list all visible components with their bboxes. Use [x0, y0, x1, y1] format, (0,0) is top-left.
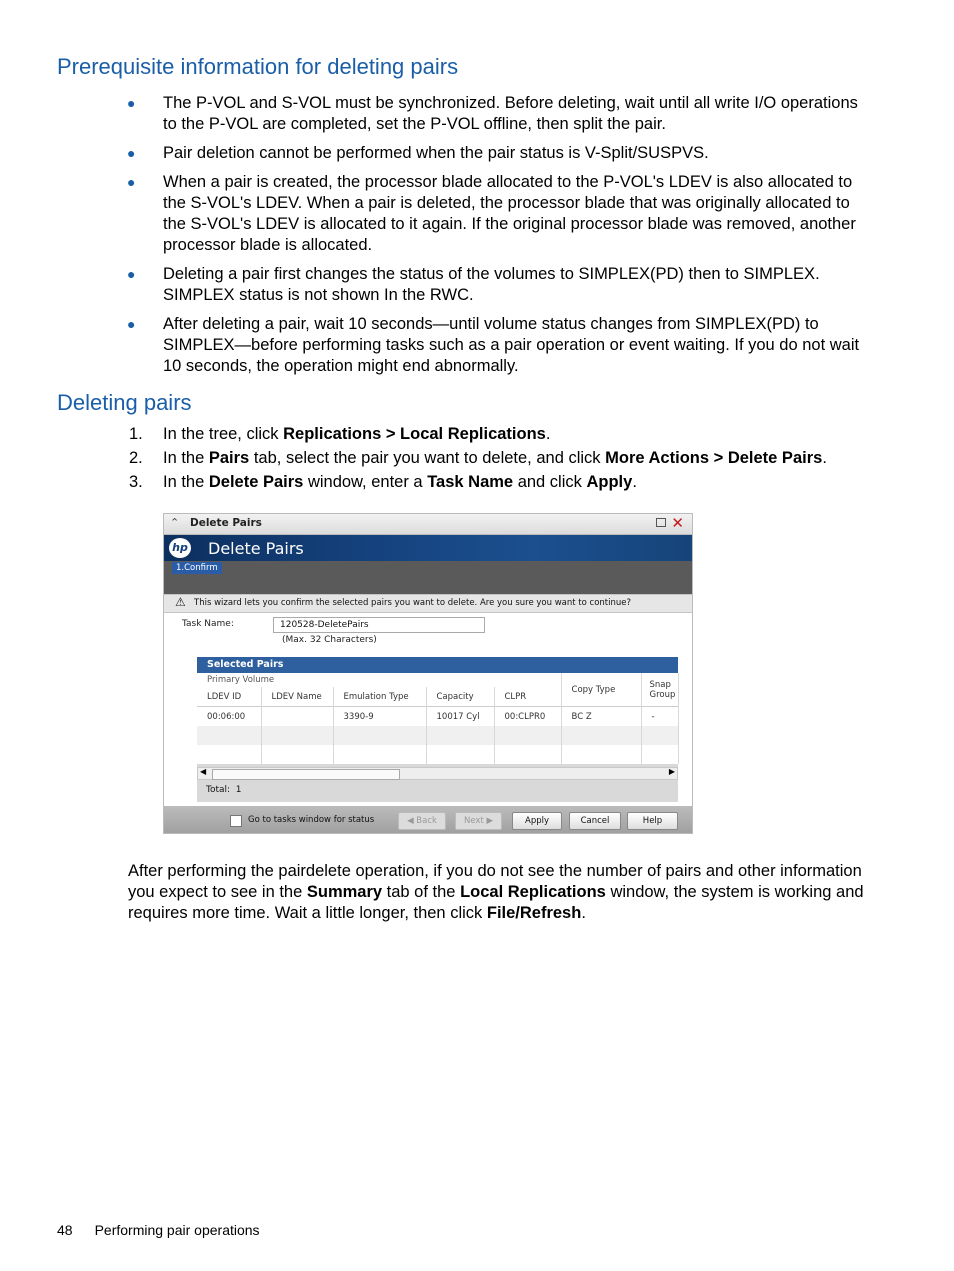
warning-text: This wizard lets you confirm the selected pairs you want to delete. Are you sure you want to continue?: [194, 598, 631, 608]
empty-row: [197, 726, 678, 745]
task-name-label: Task Name:: [182, 619, 234, 629]
procedure-steps: [127, 422, 872, 494]
scroll-right-icon[interactable]: ▶: [668, 767, 675, 776]
hp-logo: hp: [169, 538, 191, 558]
column-header[interactable]: Capacity: [426, 687, 494, 707]
step-1: 1. In the tree, click Replications > Local Replications.: [129, 425, 551, 443]
scroll-thumb[interactable]: [212, 769, 400, 780]
wizard-banner: [164, 535, 692, 561]
go-to-tasks-checkbox[interactable]: [230, 815, 242, 827]
list-item: ● When a pair is created, the processor blade allocated to the P-VOL's LDEV is also allocated to the S-VOL's LDEV. When a pair is deleted, the processor blade that was originally allocated to the S-VOL's LDEV is allocated to it again. If the original processor blade was removed, another processor blade is allocated.: [127, 173, 856, 254]
next-button[interactable]: Next ▶: [455, 812, 502, 830]
task-name-input[interactable]: 120528-DeletePairs: [273, 617, 485, 633]
section-heading-deleting-pairs: Deleting pairs: [57, 390, 192, 415]
list-item: ● Deleting a pair first changes the status of the volumes to SIMPLEX(PD) then to SIMPLEX. SIMPLEX status is not shown In the RWC.: [127, 265, 820, 304]
step-confirm: 1.Confirm: [172, 562, 222, 574]
warning-bar: [164, 594, 692, 613]
column-header[interactable]: Copy Type: [561, 673, 641, 707]
footer-title: Performing pair operations: [94, 1222, 260, 1238]
section-heading-prerequisites: Prerequisite information for deleting pairs: [57, 54, 459, 79]
collapse-icon[interactable]: ⌃: [170, 516, 180, 529]
close-icon[interactable]: ✕: [671, 514, 684, 532]
cancel-button[interactable]: Cancel: [569, 812, 621, 830]
bullet-icon: ●: [127, 174, 136, 190]
wizard-steps: [164, 561, 692, 594]
step-3: 3. In the Delete Pairs window, enter a Task Name and click Apply.: [129, 473, 637, 491]
maximize-icon[interactable]: [656, 518, 666, 527]
table-row[interactable]: 00:06:00 3390-9 10017 Cyl 00:CLPR0 BC Z -: [197, 707, 678, 727]
warning-icon: ⚠: [175, 595, 186, 609]
back-button[interactable]: ◀ Back: [398, 812, 446, 830]
bullet-icon: ●: [127, 266, 136, 282]
go-to-tasks-label: Go to tasks window for status: [248, 815, 375, 825]
apply-button[interactable]: Apply: [512, 812, 562, 830]
window-titlebar: [164, 514, 692, 535]
primary-volume-header: Primary Volume: [197, 673, 561, 687]
bullet-icon: ●: [127, 145, 136, 161]
help-button[interactable]: Help: [627, 812, 678, 830]
step-2: 2. In the Pairs tab, select the pair you want to delete, and click More Actions > Delete Pairs.: [129, 449, 827, 467]
column-header[interactable]: LDEV ID: [197, 687, 261, 707]
prerequisite-list: [127, 93, 872, 385]
column-header[interactable]: Snap Group: [641, 673, 678, 707]
bullet-icon: ●: [127, 316, 136, 332]
closing-paragraph: After performing the pairdelete operation, if you do not see the number of pairs and other information you expect to see in the Summary tab of the Local Replications window, the system is working and requires more time. Wait a little longer, then click File/Refresh.: [128, 862, 864, 922]
page-footer: [57, 1222, 282, 1238]
list-item: ● The P-VOL and S-VOL must be synchronized. Before deleting, wait until all write I/O operations to the P-VOL are completed, set the P-VOL offline, then split the pair.: [127, 94, 858, 133]
scroll-left-icon[interactable]: ◀: [200, 767, 207, 776]
window-title: Delete Pairs: [190, 517, 262, 529]
delete-pairs-window-screenshot: [163, 513, 693, 834]
selected-pairs-table: [197, 657, 678, 802]
horizontal-scrollbar[interactable]: [197, 767, 678, 780]
table-title: Selected Pairs: [197, 657, 678, 673]
bullet-icon: ●: [127, 95, 136, 111]
list-item: ● After deleting a pair, wait 10 seconds—until volume status changes from SIMPLEX(PD) to SIMPLEX—before performing tasks such as a pair operation or event waiting. If you do not wait 10 seconds, the operation might end abnormally.: [127, 315, 860, 375]
wizard-footer: [164, 806, 693, 834]
empty-row: [197, 745, 678, 764]
banner-title: Delete Pairs: [208, 539, 304, 558]
list-item: ● Pair deletion cannot be performed when the pair status is V-Split/SUSPVS.: [127, 144, 709, 162]
column-header[interactable]: CLPR: [494, 687, 561, 707]
column-header[interactable]: LDEV Name: [261, 687, 333, 707]
task-name-hint: (Max. 32 Characters): [282, 635, 377, 645]
column-header[interactable]: Emulation Type: [333, 687, 426, 707]
page-number: 48: [57, 1222, 73, 1238]
total-count: Total: 1: [206, 785, 242, 795]
